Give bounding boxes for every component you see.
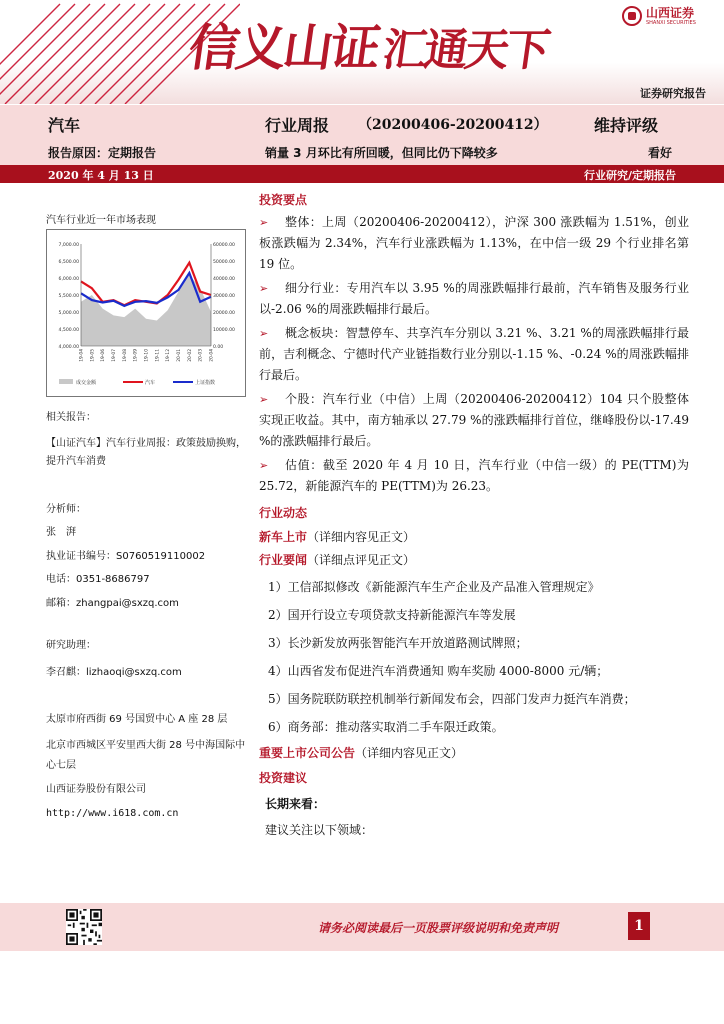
top-banner <box>0 0 724 104</box>
page-number: 1 <box>628 912 650 940</box>
related-report-link[interactable]: 【山证汽车】汽车行业周报：政策鼓励换购，提升汽车消费 <box>46 438 246 467</box>
x-tick-label: 20-02 <box>187 349 193 362</box>
news-list <box>259 573 689 741</box>
y-left-tick-label: 4,500.00 <box>58 328 79 333</box>
report-reason: 报告原因：定期报告 <box>48 146 157 160</box>
market-chart-svg <box>47 230 245 396</box>
y-right-tick-label: 40000.00 <box>213 277 235 282</box>
y-right-tick-label: 30000.00 <box>213 294 235 299</box>
y-left-tick-label: 5,000.00 <box>58 311 79 316</box>
y-right-tick-label: 50000.00 <box>213 260 235 265</box>
legend-label: 上证指数 <box>195 380 216 386</box>
x-tick-label: 20-03 <box>198 349 204 362</box>
report-date: 2020 年 4 月 13 日 <box>48 169 154 182</box>
analyst-name: 张 湃 <box>46 527 76 538</box>
footer <box>0 903 724 951</box>
invest-advice-title: 投资建议 <box>259 771 308 785</box>
x-tick-label: 20-04 <box>209 349 215 362</box>
news-item: 3）长沙新发放两张智能汽车开放道路测试牌照； <box>268 636 528 650</box>
legend-label: 成交金额 <box>76 380 97 386</box>
new-car-label: 新车上市 <box>259 530 308 544</box>
date-bar <box>0 165 724 183</box>
y-left-tick-label: 7,000.00 <box>58 243 79 248</box>
news-item: 1）工信部拟修改《新能源汽车生产企业及产品准入管理规定》 <box>268 580 600 594</box>
company-announcement-line <box>259 743 689 764</box>
x-tick-label: 19-07 <box>112 349 117 362</box>
slogan <box>185 8 553 80</box>
bullet-stocks: ➢ 个股：汽车行业（中信）上周（20200406-20200412）104 只个股整体实现正收益。其中，南方轴承以 27.79 %的涨跌幅排行首位，继峰股份以-17.49 %的涨跌幅排行最后。 <box>259 389 689 452</box>
y-right-tick-label: 10000.00 <box>213 328 235 333</box>
y-right-tick-label: 20000.00 <box>213 311 235 316</box>
report-header <box>0 105 724 165</box>
rating-label: 维持评级 <box>594 116 659 135</box>
arrow-icon: ➢ <box>259 459 269 472</box>
company-announcement-label: 重要上市公司公告 <box>259 746 356 760</box>
slogan-part2: 汇通天下 <box>379 25 551 76</box>
license-number: 执业证书编号：S0760519110002 <box>46 551 206 562</box>
y-left-tick-label: 5,500.00 <box>58 294 79 299</box>
sidebar <box>46 211 246 819</box>
news-line <box>259 550 689 571</box>
address-taiyuan: 太原市府西街 69 号国贸中心 A 座 28 层 <box>46 714 228 725</box>
assistant-label: 研究助理： <box>46 640 96 651</box>
chart-title: 汽车行业近一年市场表现 <box>46 215 156 226</box>
arrow-icon: ➢ <box>259 216 269 229</box>
x-tick-label: 20-01 <box>177 349 182 362</box>
company-name: 山西证券股份有限公司 <box>46 784 146 795</box>
logo-icon <box>622 6 642 26</box>
market-chart <box>46 229 246 397</box>
news-item: 5）国务院联防联控机制举行新闻发布会，四部门发声力挺汽车消费； <box>268 692 636 706</box>
arrow-icon: ➢ <box>259 327 269 340</box>
longterm-label: 长期来看： <box>265 797 326 811</box>
related-label: 相关报告： <box>46 412 96 423</box>
slogan-part1: 信义山证 <box>185 18 382 77</box>
company-announcement-note: （详细内容见正文） <box>355 746 464 760</box>
new-car-note: （详细内容见正文） <box>307 530 416 544</box>
y-left-tick-label: 6,500.00 <box>58 260 79 265</box>
longterm-text: 建议关注以下领域： <box>265 823 374 837</box>
disclaimer: 请务必阅读最后一页股票评级说明和免责声明 <box>318 921 559 935</box>
y-right-tick-label: 0.00 <box>213 345 224 350</box>
bullet-valuation: ➢ 估值：截至 2020 年 4 月 10 日，汽车行业（中信一级）的 PE(TTM)为 25.72，新能源汽车的 PE(TTM)为 26.23。 <box>259 455 689 497</box>
x-tick-label: 19-10 <box>144 349 150 362</box>
y-left-tick-label: 4,000.00 <box>58 345 79 350</box>
report-headline: 销量 3 月环比有所回暖，但同比仍下降较多 <box>265 146 498 160</box>
x-tick-label: 19-11 <box>155 349 161 362</box>
bullet-concept: ➢ 概念板块：智慧停车、共享汽车分别以 3.21 %、3.21 %的周涨跌幅排行最前，吉利概念、宁德时代产业链指数行业分别以-1.15 %、-0.24 %的周涨跌幅排行最后。 <box>259 323 689 386</box>
address-beijing: 北京市西城区平安里西大街 28 号中海国际中心七层 <box>46 740 246 771</box>
assistant[interactable]: 李召麒：lizhaoqi@sxzq.com <box>46 667 182 678</box>
rating-value: 看好 <box>648 146 673 160</box>
x-tick-label: 19-05 <box>90 349 96 362</box>
x-tick-label: 19-12 <box>166 349 172 362</box>
x-tick-label: 19-09 <box>133 349 139 362</box>
report-type: 证券研究报告 <box>640 87 706 100</box>
new-car-line <box>259 527 689 548</box>
main-content <box>259 190 689 841</box>
analyst-label: 分析师： <box>46 504 86 515</box>
news-item: 2）国开行设立专项贷款支持新能源汽车等发展 <box>268 608 516 622</box>
news-item: 6）商务部：推动落实取消二手车限迁政策。 <box>268 720 504 734</box>
invest-points-title: 投资要点 <box>259 193 308 207</box>
logo-name: 山西证券 <box>646 5 695 20</box>
legend-swatch <box>59 379 73 384</box>
industry-dynamics-title: 行业动态 <box>259 506 308 520</box>
news-item: 4）山西省发布促进汽车消费通知 购车奖励 4000-8000 元/辆； <box>268 664 609 678</box>
qr-code-icon <box>66 909 102 945</box>
company-logo <box>622 6 696 26</box>
x-tick-label: 19-04 <box>79 349 85 362</box>
email[interactable]: 邮箱：zhangpai@sxzq.com <box>46 598 179 609</box>
news-label: 行业要闻 <box>259 553 308 567</box>
website-link[interactable]: http://www.i618.com.cn <box>46 808 179 819</box>
y-right-tick-label: 60000.00 <box>213 243 235 248</box>
series-area-turnover <box>81 275 211 346</box>
arrow-icon: ➢ <box>259 393 269 406</box>
legend-label: 汽车 <box>145 380 156 386</box>
bullet-segment: ➢ 细分行业：专用汽车以 3.95 %的周涨跌幅排行最前，汽车销售及服务行业以-2.06 %的周涨跌幅排行最后。 <box>259 278 689 320</box>
report-kind: 行业周报 <box>265 116 330 135</box>
x-tick-label: 19-06 <box>101 349 107 362</box>
y-left-tick-label: 6,000.00 <box>58 277 79 282</box>
phone: 电话：0351-8686797 <box>46 574 150 585</box>
report-category: 行业研究/定期报告 <box>583 169 676 182</box>
arrow-icon: ➢ <box>259 282 269 295</box>
bullet-overall: ➢ 整体：上周（20200406-20200412），沪深 300 涨跌幅为 1.51%，创业板涨跌幅为 2.34%，汽车行业涨跌幅为 1.13%，在中信一级 29 个行业排名第 19 位。 <box>259 212 689 275</box>
logo-english: SHANXI SECURITIES <box>646 19 696 26</box>
industry-name: 汽车 <box>48 116 81 135</box>
x-tick-label: 19-08 <box>122 349 128 362</box>
news-note: （详细点评见正文） <box>307 553 416 567</box>
report-period: （20200406-20200412） <box>358 117 548 133</box>
